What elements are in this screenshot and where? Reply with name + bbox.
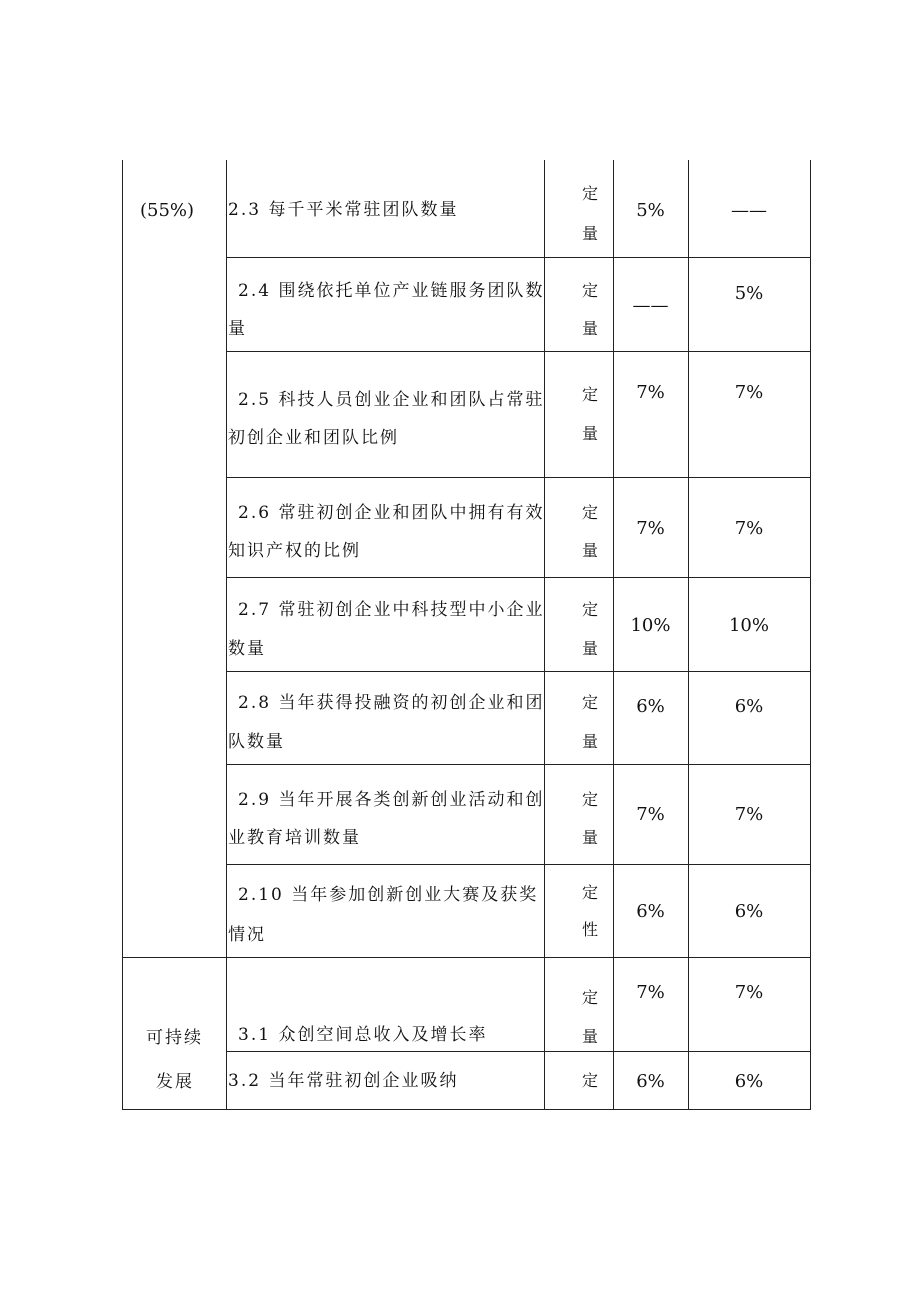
indicator-text: 2.3 每千平米常驻团队数量 [228,200,459,220]
indicator-text: 2.6 常驻初创企业和团队中拥有有效 [238,503,545,523]
row-divider [226,671,811,672]
weight-a: 6% [636,901,665,922]
indicator-type: 定 [581,693,598,712]
indicator-text: 队数量 [228,732,285,752]
weight-b: 6% [734,1071,764,1092]
indicator-text: 2.9 当年开展各类创新创业活动和创 [238,790,545,810]
table-border-bottom [122,1109,811,1110]
category-weight: (55%) [140,200,195,221]
indicator-text: 知识产权的比例 [228,541,361,561]
row-divider [226,257,811,258]
indicator-text: 情况 [228,925,266,945]
indicator-type: 定 [581,1071,598,1090]
weight-a: 7% [636,804,665,825]
indicator-type: 量 [581,732,598,751]
weight-a: 10% [630,615,671,636]
weight-a: —— [632,295,669,316]
row-divider [226,351,811,352]
table-divider-col1 [226,160,227,1110]
indicator-type: 定 [581,184,598,203]
table-divider-col2 [544,160,545,1110]
indicator-type: 量 [581,424,598,443]
indicator-type: 量 [581,319,598,338]
category-label-line2: 发展 [156,1072,194,1092]
row-divider [226,477,811,478]
row-divider [226,764,811,765]
indicator-text: 2.10 当年参加创新创业大赛及获奖 [238,885,539,905]
row-divider [226,1051,811,1052]
indicator-type: 定 [581,600,598,619]
indicator-type: 量 [581,639,598,658]
indicator-text: 2.7 常驻初创企业中科技型中小企业 [238,600,545,620]
indicator-type: 量 [581,828,598,847]
table-border-left [122,160,123,1110]
category-label-line1: 可持续 [146,1028,203,1048]
weight-a: 6% [636,696,665,717]
indicator-type: 量 [581,224,598,243]
weight-b: 7% [734,982,764,1003]
indicator-text: 3.1 众创空间总收入及增长率 [238,1025,488,1045]
indicator-text: 3.2 当年常驻初创企业吸纳 [228,1071,459,1091]
indicator-type: 定 [581,790,598,809]
indicator-text: 2.5 科技人员创业企业和团队占常驻 [238,390,545,410]
weight-a: 7% [636,518,665,539]
weight-b: 7% [734,804,764,825]
weight-b: —— [731,200,767,221]
indicator-type: 定 [581,281,598,300]
indicator-text: 量 [228,319,247,339]
weight-b: 10% [728,615,769,636]
weight-a: 6% [636,1071,665,1092]
indicator-type: 性 [581,920,598,939]
indicator-text: 数量 [228,639,266,659]
indicator-text: 初创企业和团队比例 [228,428,399,448]
weight-a: 7% [636,982,665,1003]
weight-b: 6% [734,696,764,717]
indicator-text: 2.4 围绕依托单位产业链服务团队数 [238,281,545,301]
indicator-type: 定 [581,988,598,1007]
indicator-type: 定 [581,503,598,522]
indicator-type: 量 [581,1027,598,1046]
weight-b: 7% [734,518,764,539]
indicator-text: 业教育培训数量 [228,828,361,848]
indicator-type: 定 [581,883,598,902]
table-border-right [810,160,811,1110]
weight-b: 5% [734,283,764,304]
row-divider-section [122,957,811,958]
weight-b: 7% [734,382,764,403]
weight-a: 5% [636,200,665,221]
row-divider [226,864,811,865]
weight-b: 6% [734,901,764,922]
row-divider [226,577,811,578]
indicator-text: 2.8 当年获得投融资的初创企业和团 [238,693,545,713]
indicator-type: 定 [581,385,598,404]
weight-a: 7% [636,382,665,403]
indicator-type: 量 [581,541,598,560]
